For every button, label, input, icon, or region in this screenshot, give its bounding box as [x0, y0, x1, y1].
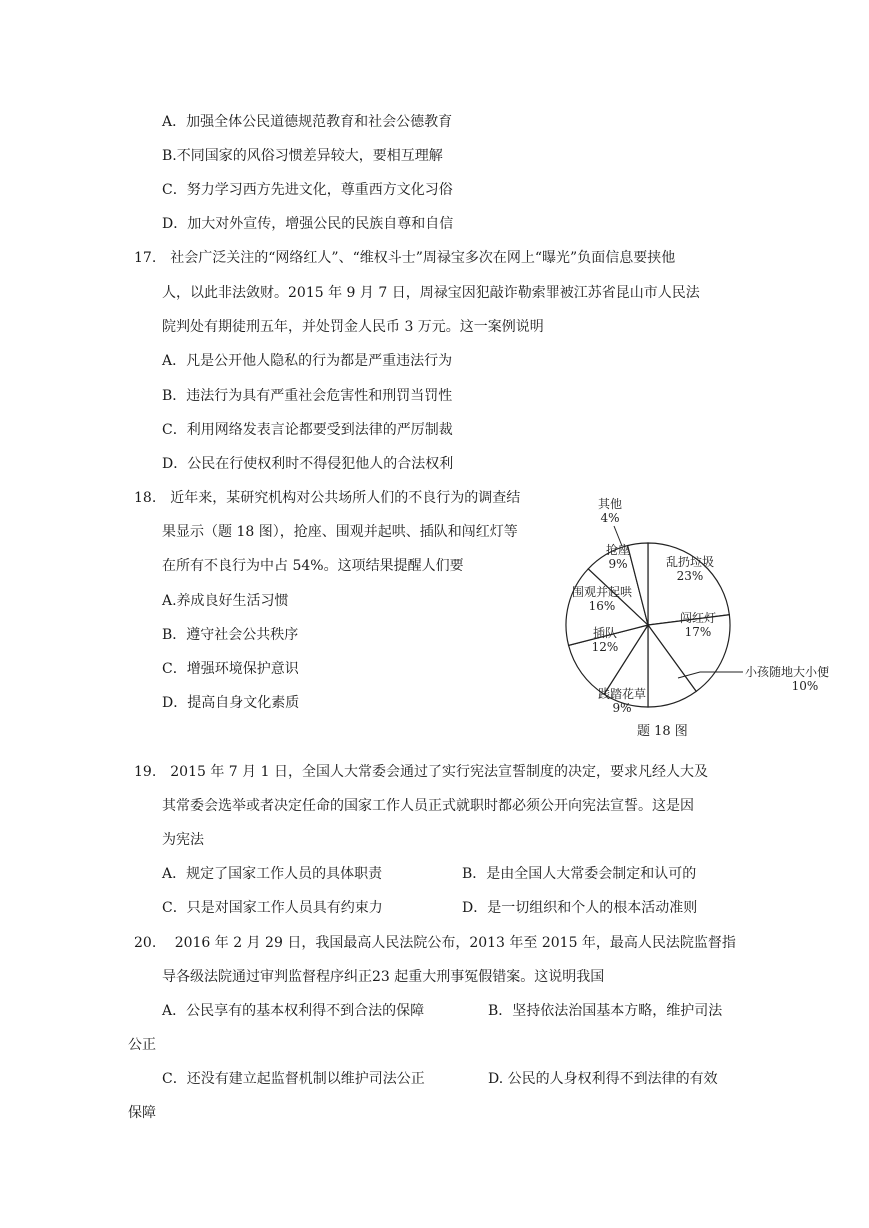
- q19-option-d: D．是一切组织和个人的根本活动准则: [462, 900, 698, 916]
- pie-slice-label: 闯红灯: [679, 611, 717, 625]
- q17-option-d: D．公民在行使权利时不得侵犯他人的合法权利: [162, 456, 454, 472]
- q17-stem-line-1: 17. 社会广泛关注的“网络红人”、“维权斗士”周禄宝多次在网上“曝光”负面信息要挟他: [134, 250, 676, 266]
- q20-option-b-continued: 公正: [128, 1037, 156, 1053]
- q18-option-b: B．遵守社会公共秩序: [162, 627, 299, 643]
- q17-option-b: B．违法行为具有严重社会危害性和刑罚当罚性: [162, 388, 453, 404]
- q20-option-c: C．还没有建立起监督机制以维护司法公正: [162, 1071, 425, 1087]
- pie-slice-label: 围观并起哄: [571, 585, 633, 599]
- q18-option-c: C．增强环境保护意识: [162, 661, 299, 677]
- q18-figure-caption: 题 18 图: [637, 724, 688, 739]
- q19-stem-line-3: 为宪法: [162, 832, 204, 848]
- q16-option-b: B.不同国家的风俗习惯差异较大，要相互理解: [162, 148, 443, 164]
- q19-stem-line-2: 其常委会选举或者决定任命的国家工作人员正式就职时都必须公开向宪法宣誓。这是因: [162, 798, 694, 814]
- pie-slice-label: 乱扔垃圾: [665, 555, 715, 569]
- q16-option-c: C．努力学习西方先进文化，尊重西方文化习俗: [162, 182, 453, 198]
- q18-option-d: D．提高自身文化素质: [162, 695, 300, 711]
- pie-slice-value: 9%: [612, 701, 632, 715]
- q18-option-a: A.养成良好生活习惯: [162, 593, 289, 609]
- q20-option-b: B．坚持依法治国基本方略，维护司法: [488, 1003, 723, 1019]
- q17-stem-line-3: 院判处有期徒刑五年，并处罚金人民币 3 万元。这一案例说明: [162, 319, 544, 335]
- pie-slice-value: 4%: [600, 511, 620, 525]
- pie-slice-label: 其他: [597, 497, 623, 511]
- q20-option-d-continued: 保障: [128, 1105, 156, 1121]
- q19-option-a: A．规定了国家工作人员的具体职责: [162, 866, 383, 882]
- pie-slice-value: 12%: [591, 640, 619, 654]
- q17-option-a: A．凡是公开他人隐私的行为都是严重违法行为: [162, 353, 453, 369]
- pie-slice-value: 23%: [676, 569, 704, 583]
- pie-slice-label: 小孩随地大小便: [745, 665, 830, 679]
- q20-stem-line-2: 导各级法院通过审判监督程序纠正23 起重大刑事冤假错案。这说明我国: [162, 969, 605, 985]
- q18-pie-chart: [560, 486, 830, 744]
- pie-slice-label: 践踏花草: [597, 687, 647, 701]
- pie-slice-value: 10%: [791, 679, 819, 693]
- q20-option-d: D. 公民的人身权利得不到法律的有效: [488, 1071, 718, 1087]
- q18-stem-line-1: 18. 近年来，某研究机构对公共场所人们的不良行为的调查结: [134, 490, 521, 506]
- q19-option-c: C．只是对国家工作人员具有约束力: [162, 900, 383, 916]
- q17-stem-line-2: 人，以此非法敛财。2015 年 9 月 7 日，周禄宝因犯敲诈勒索罪被江苏省昆山市人民法: [162, 285, 700, 301]
- q18-stem-line-3: 在所有不良行为中占 54%。这项结果提醒人们要: [162, 558, 464, 574]
- pie-slice-label: 抢座: [605, 543, 631, 557]
- q17-option-c: C．利用网络发表言论都要受到法律的严厉制裁: [162, 422, 453, 438]
- q19-option-b: B．是由全国人大常委会制定和认可的: [462, 866, 697, 882]
- pie-slice-value: 16%: [588, 599, 616, 613]
- q16-option-d: D．加大对外宣传，增强公民的民族自尊和自信: [162, 216, 454, 232]
- pie-chart-svg: [560, 486, 830, 744]
- q20-option-a: A．公民享有的基本权利得不到合法的保障: [162, 1003, 425, 1019]
- q16-option-a: A．加强全体公民道德规范教育和社会公德教育: [162, 114, 453, 130]
- q18-stem-line-2: 果显示（题 18 图），抢座、围观并起哄、插队和闯红灯等: [162, 524, 518, 540]
- pie-slice-value: 17%: [684, 625, 712, 639]
- q19-stem-line-1: 19. 2015 年 7 月 1 日，全国人大常委会通过了实行宪法宣誓制度的决定，要求凡经人大及: [134, 764, 708, 780]
- q20-stem-line-1: 20. 2016 年 2 月 29 日，我国最高人民法院公布，2013 年至 2015 年，最高人民法院监督指: [134, 935, 736, 951]
- pie-slice-value: 9%: [608, 557, 628, 571]
- pie-slice-label: 插队: [592, 626, 618, 640]
